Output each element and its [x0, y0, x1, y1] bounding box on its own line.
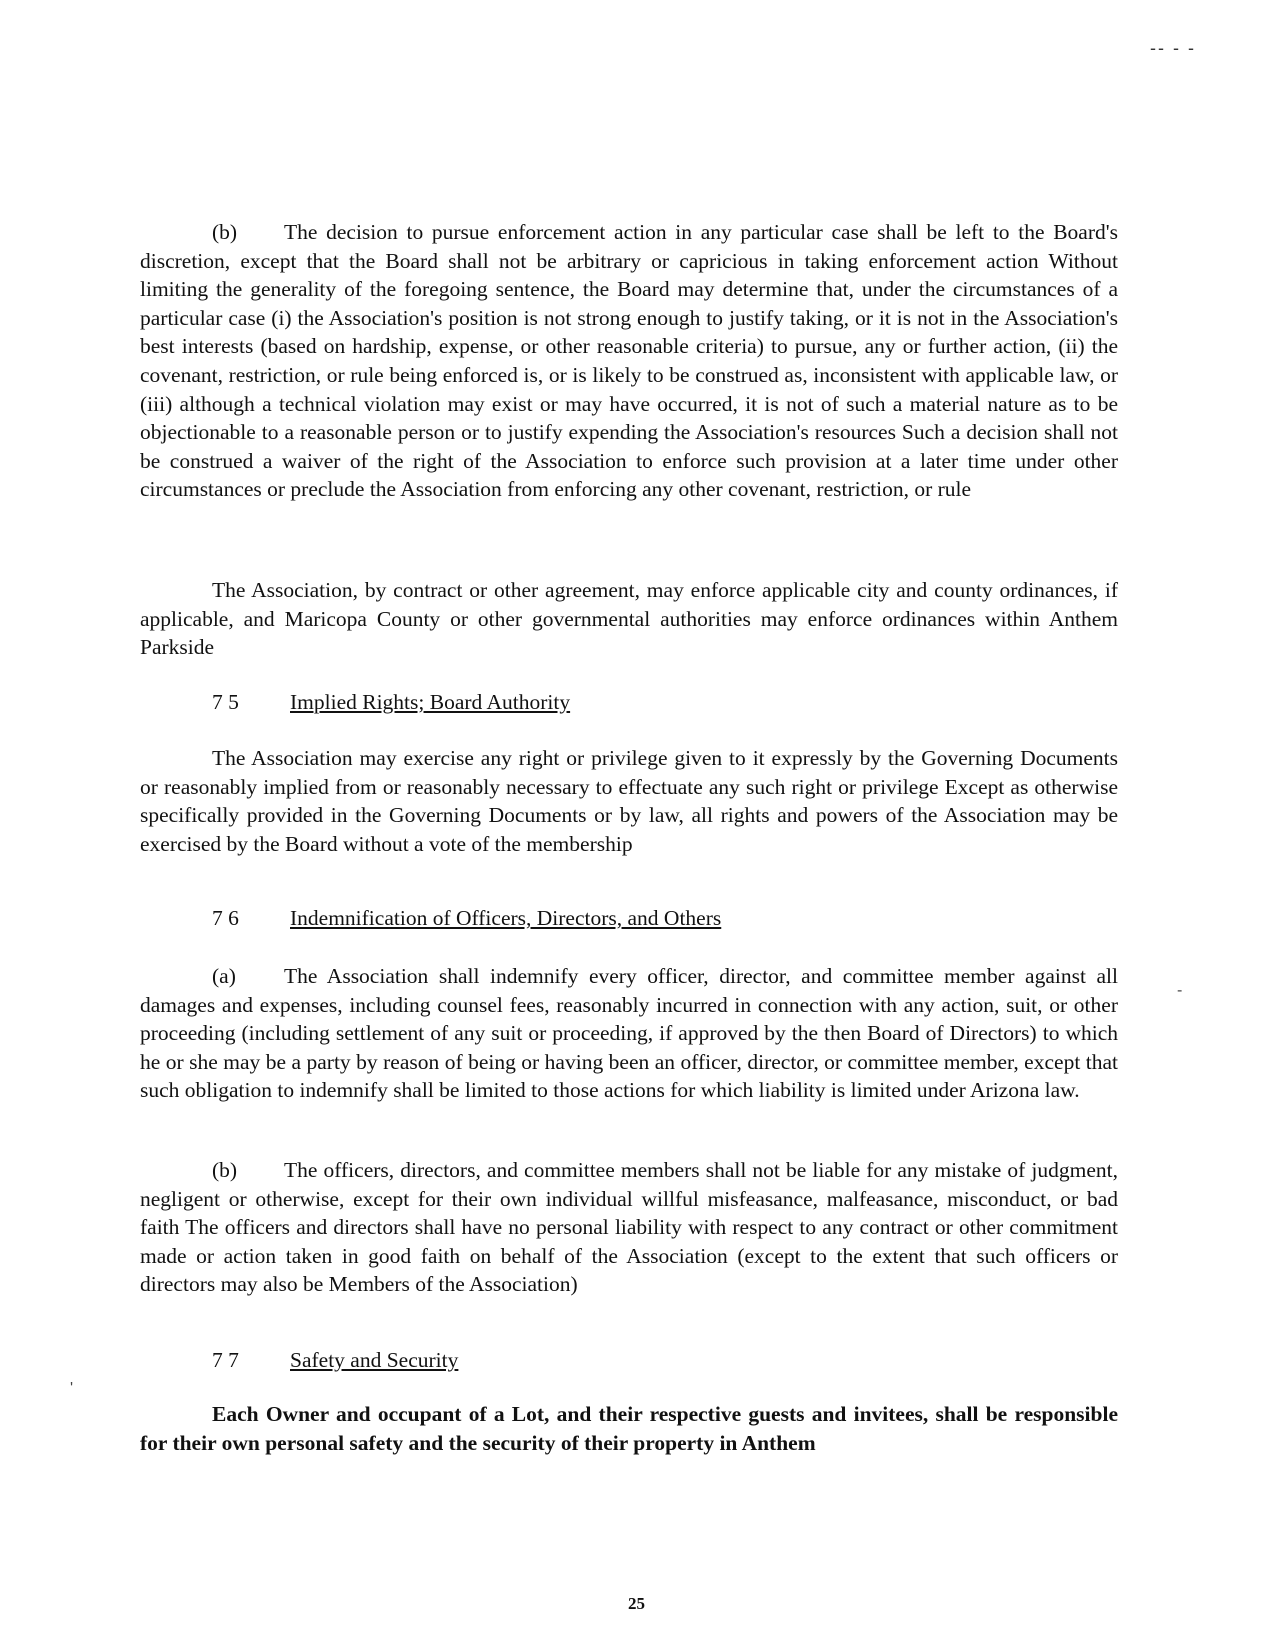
section-title: Safety and Security — [290, 1348, 459, 1372]
page-number: 25 — [628, 1594, 645, 1613]
paragraph-a-indemnification — [140, 962, 1118, 1105]
section-heading-7-6 — [212, 904, 721, 932]
paragraph-safety: Each Owner and occupant of a Lot, and their respective guests and invitees, shall be responsible for their own personal safety and the security of their property in Anthem — [140, 1402, 1118, 1455]
section-number: 7 7 — [212, 1348, 239, 1372]
corner-scan-mark: -- - - — [1150, 38, 1196, 58]
paragraph-label: (a) — [212, 964, 236, 988]
section-number: 7 6 — [212, 906, 239, 930]
section-heading-7-7 — [212, 1346, 458, 1374]
paragraph-implied-rights: The Association may exercise any right or privilege given to it expressly by the Governing Documents or reasonably implied from or reasonably necessary to effectuate any such right or privilege Except as otherwise specifically provided in the Governing Documents or by law, all rights and powers of the Association may be exercised by the Board without a vote of the membership — [140, 746, 1118, 856]
margin-tick-left: ' — [70, 1380, 74, 1397]
section-number: 7 5 — [212, 690, 239, 714]
paragraph-b-liability — [140, 1156, 1118, 1299]
paragraph-label: (b) — [212, 1158, 238, 1182]
paragraph-b-enforcement-discretion — [140, 218, 1118, 504]
paragraph-text: The decision to pursue enforcement action in any particular case shall be left to the Board's discretion, except that the Board shall not be arbitrary or capricious in taking enforcement action Without limiting the generality of the foregoing sentence, the Board may determine that, under the circumstances of a particular case (i) the Association's position is not strong enough to justify taking, or it is not in the Association's best interests (based on hardship, expense, or other reasonable criteria) to pursue, any or further action, (ii) the covenant, restriction, or rule being enforced is, or is likely to be construed as, inconsistent with applicable law, or (iii) although a technical violation may exist or may have occurred, it is not of such a material nature as to be objectionable to a reasonable person or to justify expending the Association's resources Such a decision shall not be construed a waiver of the right of the Association to enforce such provision at a later time under other circumstances or preclude the Association from enforcing any other covenant, restriction, or rule — [140, 220, 1118, 502]
margin-tick-right: - — [1177, 982, 1183, 999]
section-title: Implied Rights; Board Authority — [290, 690, 571, 714]
section-title: Indemnification of Officers, Directors, and Others — [290, 906, 722, 930]
paragraph-ordinances: The Association, by contract or other agreement, may enforce applicable city and county ordinances, if applicable, and Maricopa County or other governmental authorities may enforce ordinances within Anthem Parkside — [140, 578, 1118, 660]
section-heading-7-5 — [212, 688, 570, 716]
paragraph-label: (b) — [212, 220, 238, 244]
paragraph-text: The officers, directors, and committee members shall not be liable for any mistake of judgment, negligent or otherwise, except for their own individual willful misfeasance, malfeasance, misconduct, or bad faith The officers and directors shall have no personal liability with respect to any contract or other commitment made or action taken in good faith on behalf of the Association (except to the extent that such officers or directors may also be Members of the Association) — [140, 1158, 1118, 1297]
paragraph-text: The Association shall indemnify every officer, director, and committee member against all damages and expenses, including counsel fees, reasonably incurred in connection with any action, suit, or other proceeding (including settlement of any suit or proceeding, if approved by the then Board of Directors) to which he or she may be a party by reason of being or having been an officer, director, or committee member, except that such obligation to indemnify shall be limited to those actions for which liability is limited under Arizona law. — [140, 964, 1118, 1103]
